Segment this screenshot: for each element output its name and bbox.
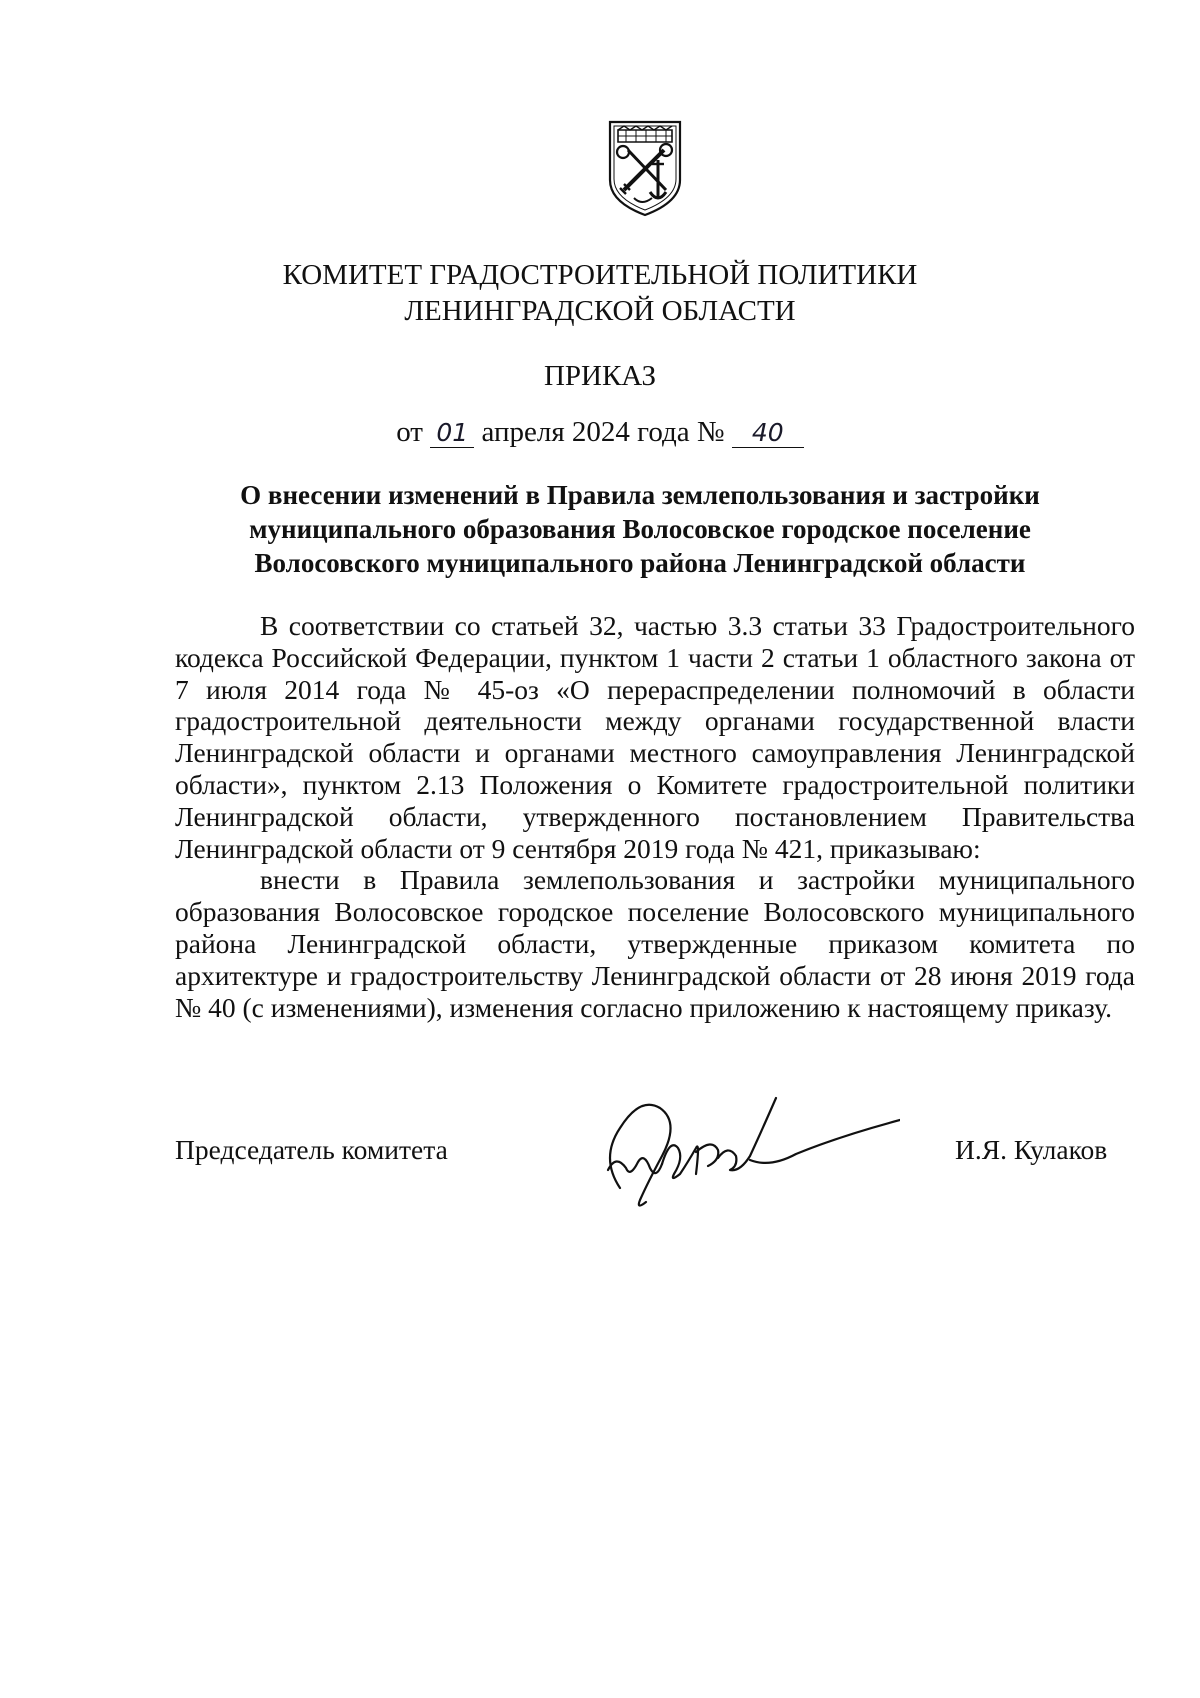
document-body (175, 610, 1135, 1023)
organization-name-line2: ЛЕНИНГРАДСКОЙ ОБЛАСТИ (404, 295, 796, 327)
coat-of-arms-icon (606, 118, 684, 218)
document-date-line (0, 414, 1200, 450)
body-paragraph-2: внести в Правила землепользования и застройки муниципального образования Волосовское городское поселение Волосовского муниципального района Ленинградской области, утвержденные приказом комитета по архитектуре и градостроительству Ленинградской области от 28 июня 2019 года № 40 (с изменениями), изменения согласно приложению к настоящему приказу. (175, 864, 1135, 1023)
date-month-year: апреля 2024 года № (481, 416, 725, 448)
handwritten-signature (600, 1078, 900, 1210)
organization-name-line1: КОМИТЕТ ГРАДОСТРОИТЕЛЬНОЙ ПОЛИТИКИ (282, 259, 918, 291)
date-prefix: от (396, 416, 423, 448)
document-number: 40 (732, 419, 804, 448)
date-day: 01 (430, 419, 474, 448)
document-title: О внесении изменений в Правила землепользования и застройки муниципального образования Волосовское городское поселение Волосовского муниципального района Ленинградской области (240, 480, 1040, 578)
signatory-role: Председатель комитета (175, 1134, 448, 1165)
body-paragraph-1: В соответствии со статьей 32, частью 3.3 статьи 33 Градостроительного кодекса Российской Федерации, пунктом 1 части 2 статьи 1 областного закона от 7 июля 2014 года № 45-оз «О перераспределении полномочий в области градостроительной деятельности между органами государственной власти Ленинградской области и органами местного самоуправления Ленинградской области», пунктом 2.13 Положения о Комитете градостроительной политики Ленинградской области, утвержденного постановлением Правительства Ленинградской области от 9 сентября 2019 года № 421, приказываю: (175, 610, 1135, 864)
document-type: ПРИКАЗ (543, 360, 657, 392)
signatory-name: И.Я. Кулаков (955, 1134, 1108, 1165)
